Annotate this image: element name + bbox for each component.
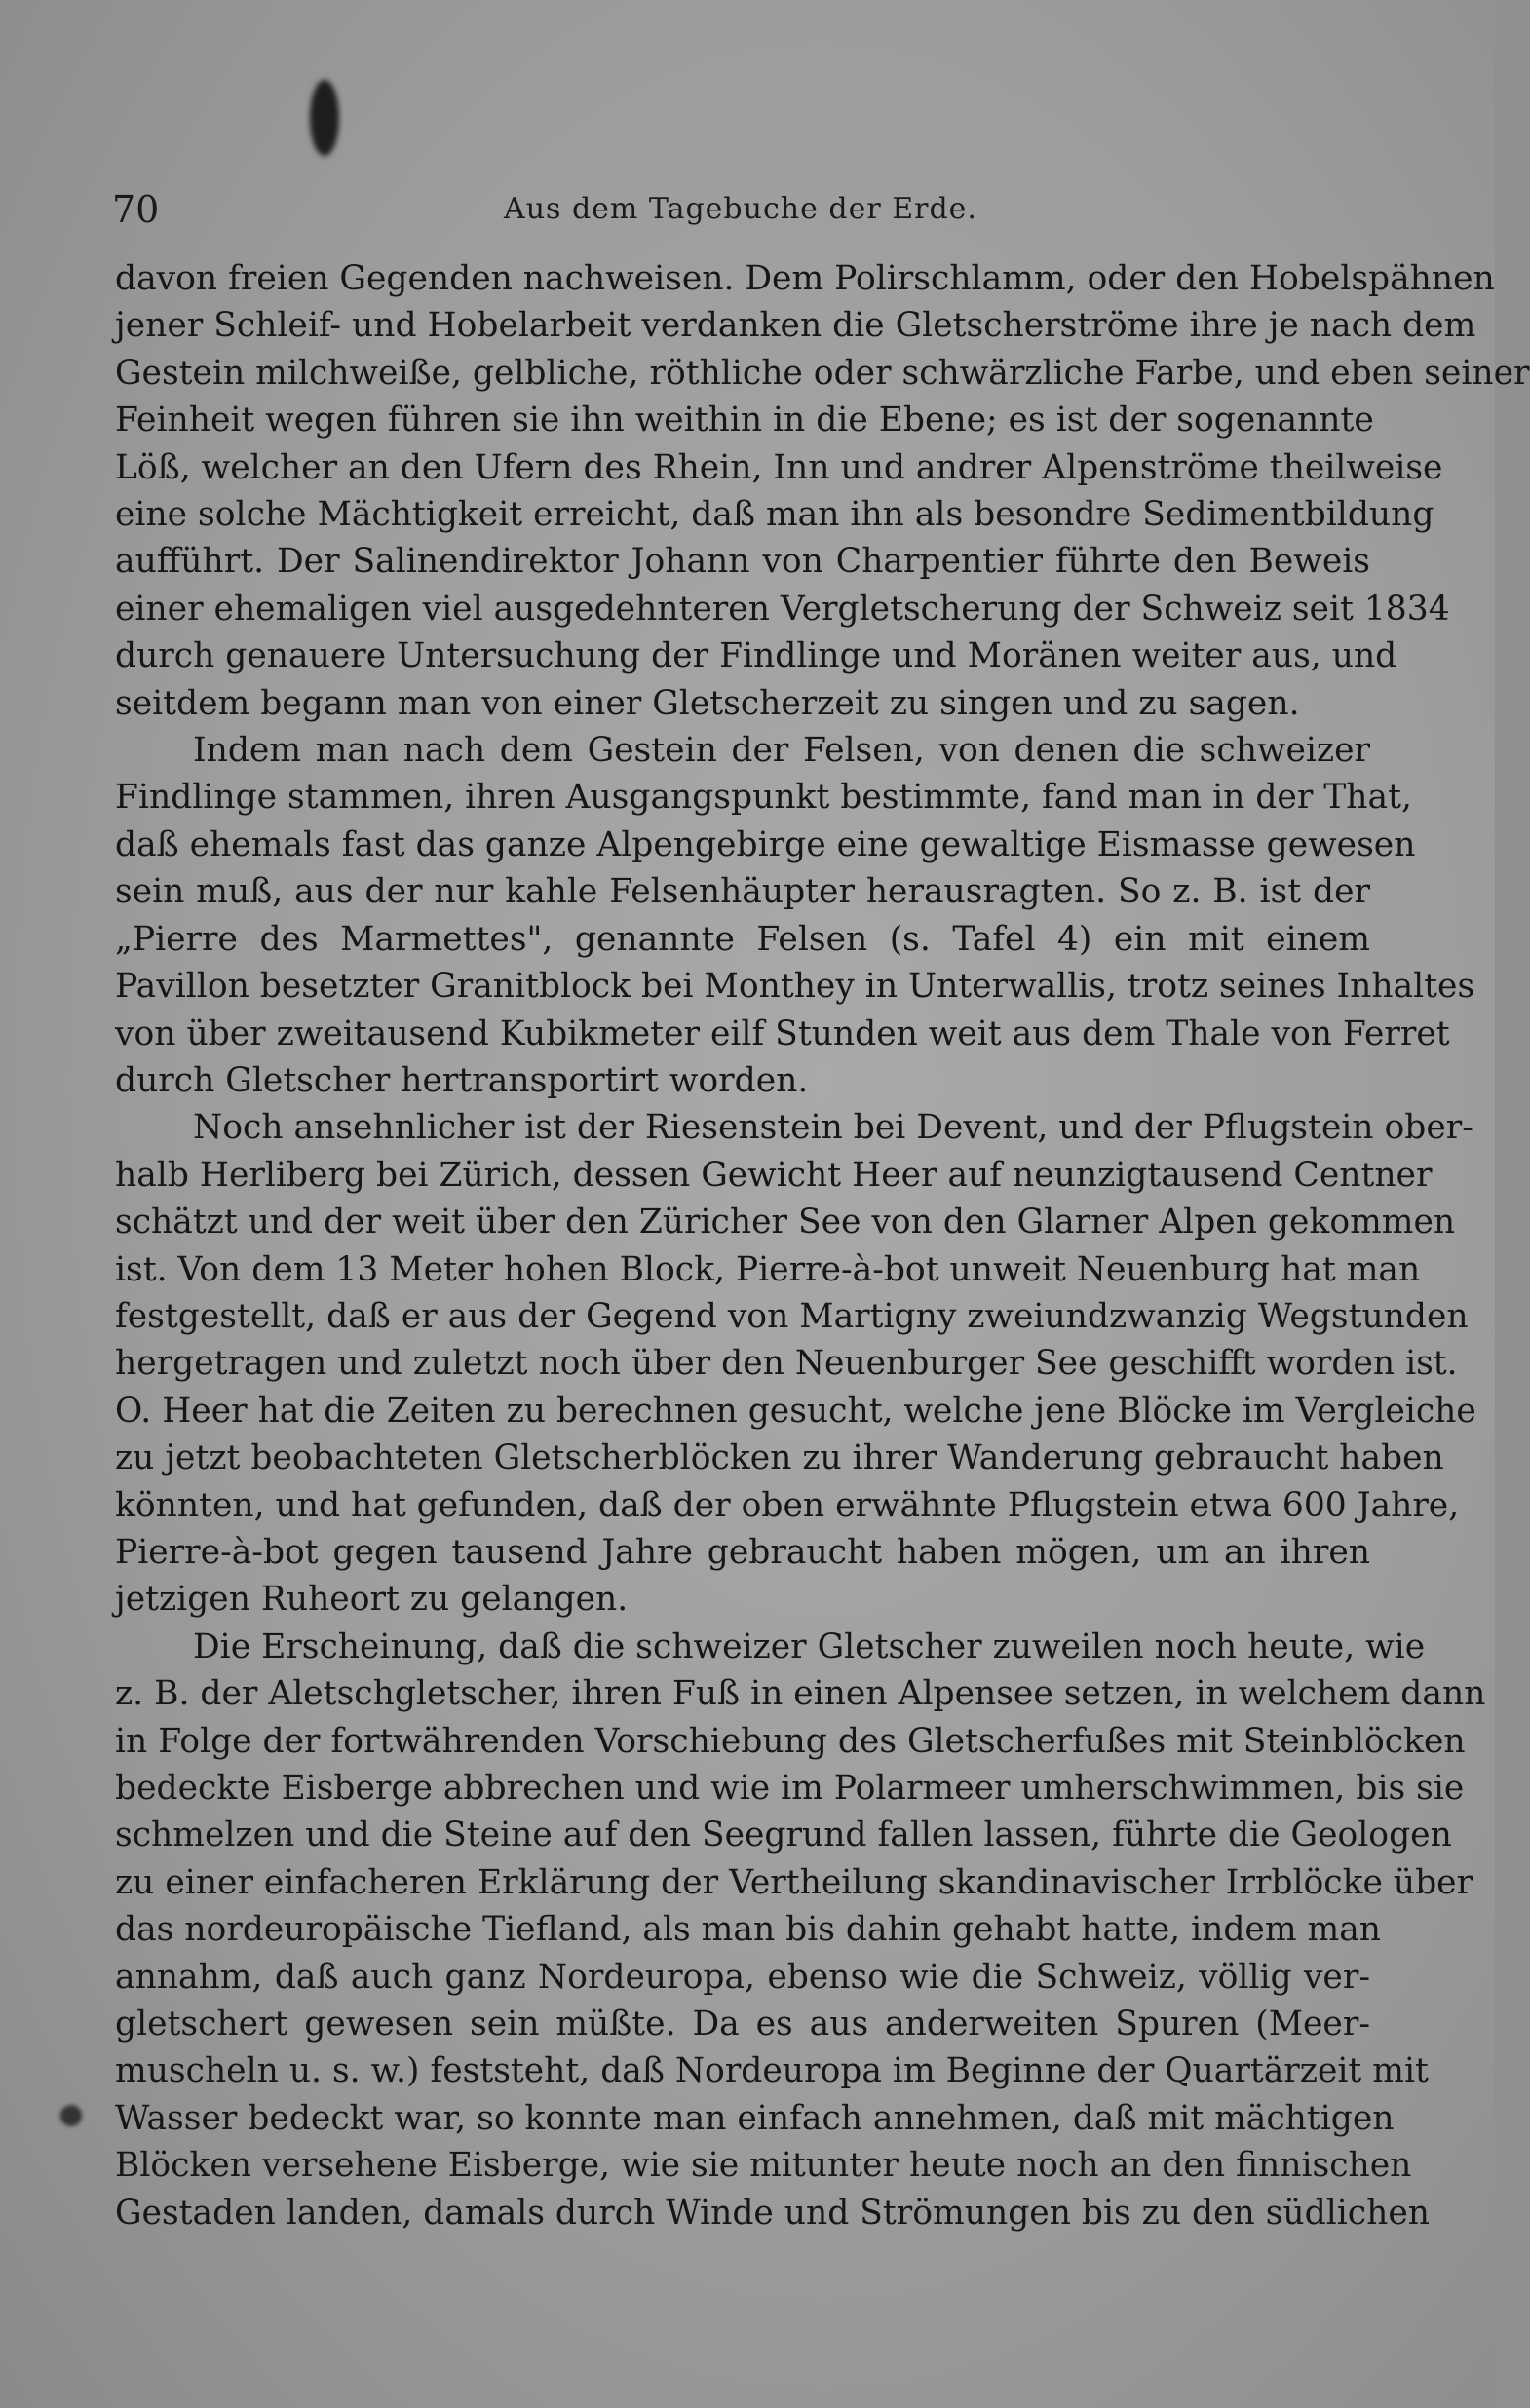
text-line: Indem man nach dem Gestein der Felsen, von denen die schweizer: [193, 731, 1370, 771]
text-line: schmelzen und die Steine auf den Seegrund fallen lassen, führte die Geologen: [115, 1816, 1452, 1855]
text-line: Pavillon besetzter Granitblock bei Monthey in Unterwallis, trotz seines Inhaltes: [115, 967, 1475, 1007]
text-line: das nordeuropäische Tiefland, als man bis dahin gehabt hatte, indem man: [115, 1910, 1382, 1950]
text-line: durch Gletscher hertransportirt worden.: [115, 1060, 809, 1100]
text-line: von über zweitausend Kubikmeter eilf Stunden weit aus dem Thale von Ferret: [115, 1013, 1450, 1053]
text-line: seitdem begann man von einer Gletscherzeit zu singen und zu sagen.: [115, 683, 1300, 723]
text-line: in Folge der fortwährenden Vorschiebung des Gletscherfußes mit Steinblöcken: [115, 1721, 1466, 1761]
running-title: Aus dem Tagebuche der Erde.: [504, 192, 977, 226]
text-line: Noch ansehnlicher ist der Riesenstein bei Devent, und der Pflugstein ober-: [193, 1108, 1473, 1148]
text-line: festgestellt, daß er aus der Gegend von Martigny zweiundzwanzig Wegstunden: [115, 1296, 1469, 1336]
text-line: gletschert gewesen sein müßte. Da es aus anderweiten Spuren (Meer-: [115, 2005, 1370, 2045]
body-text: [115, 255, 1530, 2236]
text-line: durch genauere Untersuchung der Findlinge und Moränen weiter aus, und: [115, 636, 1397, 676]
text-line: zu einer einfacheren Erklärung der Vertheilung skandinavischer Irrblöcke über: [115, 1862, 1473, 1902]
text-line: davon freien Gegenden nachweisen. Dem Polirschlamm, oder den Hobelspähnen: [115, 259, 1495, 298]
text-line: zu jetzt beobachteten Gletscherblöcken zu ihrer Wanderung gebraucht haben: [115, 1438, 1444, 1478]
text-line: Löß, welcher an den Ufern des Rhein, Inn und andrer Alpenströme theilweise: [115, 447, 1443, 487]
text-line: aufführt. Der Salinendirektor Johann von Charpentier führte den Beweis: [115, 542, 1370, 582]
text-line: halb Herliberg bei Zürich, dessen Gewicht Heer auf neunzigtausend Centner: [115, 1155, 1433, 1195]
ink-speck: [60, 2105, 82, 2126]
page-number: 70: [112, 188, 160, 231]
text-line: könnten, und hat gefunden, daß der oben erwähnte Pflugstein etwa 600 Jahre,: [115, 1485, 1460, 1525]
page-header: [112, 185, 1369, 234]
text-line: Gestaden landen, damals durch Winde und Strömungen bis zu den südlichen: [115, 2193, 1430, 2233]
text-line: Gestein milchweiße, gelbliche, röthliche oder schwärzliche Farbe, und eben seiner: [115, 353, 1530, 393]
paragraph: [115, 255, 1530, 727]
text-line: hergetragen und zuletzt noch über den Neuenburger See geschifft worden ist.: [115, 1344, 1458, 1384]
paragraph: [115, 1624, 1486, 2236]
text-line: Feinheit wegen führen sie ihn weithin in die Ebene; es ist der sogenannte: [115, 401, 1374, 440]
text-line: Blöcken versehene Eisberge, wie sie mitunter heute noch an den finnischen: [115, 2146, 1412, 2186]
ink-blot: [310, 80, 339, 156]
text-line: eine solche Mächtigkeit erreicht, daß man ihn als besondre Sedimentbildung: [115, 495, 1434, 535]
text-line: sein muß, aus der nur kahle Felsenhäupter herausragten. So z. B. ist der: [115, 872, 1370, 912]
paragraph: [115, 727, 1475, 1104]
text-line: Wasser bedeckt war, so konnte man einfach annehmen, daß mit mächtigen: [115, 2098, 1395, 2138]
text-line: Pierre-à-bot gegen tausend Jahre gebraucht haben mögen, um an ihren: [115, 1532, 1370, 1572]
text-line: schätzt und der weit über den Züricher See von den Glarner Alpen gekommen: [115, 1203, 1456, 1242]
text-line: daß ehemals fast das ganze Alpengebirge eine gewaltige Eismasse gewesen: [115, 824, 1416, 864]
text-line: annahm, daß auch ganz Nordeuropa, ebenso wie die Schweiz, völlig ver-: [115, 1957, 1370, 1997]
text-line: ist. Von dem 13 Meter hohen Block, Pierre-à-bot unweit Neuenburg hat man: [115, 1249, 1421, 1289]
text-line: jetzigen Ruheort zu gelangen.: [115, 1580, 629, 1620]
text-line: Findlinge stammen, ihren Ausgangspunkt bestimmte, fand man in der That,: [115, 778, 1412, 818]
text-line: „Pierre des Marmettes", genannte Felsen (s. Tafel 4) ein mit einem: [115, 919, 1370, 959]
text-line: Die Erscheinung, daß die schweizer Gletscher zuweilen noch heute, wie: [193, 1626, 1426, 1666]
text-line: bedeckte Eisberge abbrechen und wie im Polarmeer umherschwimmen, bis sie: [115, 1769, 1465, 1808]
text-line: muscheln u. s. w.) feststeht, daß Nordeuropa im Beginne der Quartärzeit mit: [115, 2051, 1429, 2091]
text-line: O. Heer hat die Zeiten zu berechnen gesucht, welche jene Blöcke im Vergleiche: [115, 1391, 1476, 1431]
paragraph: [115, 1104, 1476, 1623]
text-line: jener Schleif- und Hobelarbeit verdanken die Gletscherströme ihre je nach dem: [115, 306, 1476, 346]
text-line: z. B. der Aletschgletscher, ihren Fuß in einen Alpensee setzen, in welchem dann: [115, 1674, 1486, 1714]
text-line: einer ehemaligen viel ausgedehnteren Vergletscherung der Schweiz seit 1834: [115, 589, 1450, 629]
